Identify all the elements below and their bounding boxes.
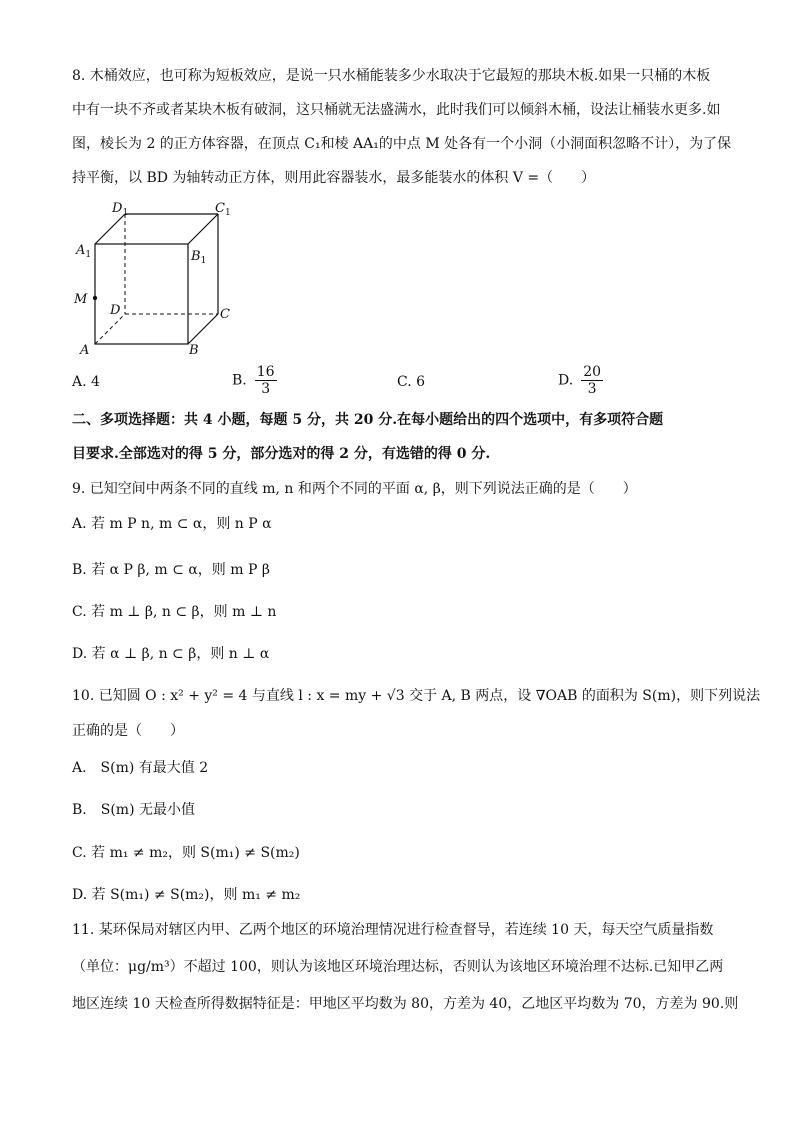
q10-option-a: A. S(m) 有最大值 2 xyxy=(72,760,209,776)
q9-option-b: B. 若 α P β, m ⊂ α，则 m P β xyxy=(72,562,270,578)
q9-option-a: A. 若 m P n, m ⊂ α，则 n P α xyxy=(72,516,272,532)
q9-option-d: D. 若 α ⊥ β, n ⊂ β，则 n ⊥ α xyxy=(72,646,270,662)
label-a1: $A_1$ xyxy=(76,243,92,260)
label-m: M xyxy=(74,292,88,307)
q8-option-b-fraction xyxy=(255,364,277,397)
fraction-numerator: 20 xyxy=(583,364,602,380)
q8-line-3: 图，棱长为 2 的正方体容器，在顶点 C₁和棱 AA₁的中点 M 处各有一个小洞（小洞面积忽略不计），为了保 xyxy=(72,136,732,152)
section-2-heading-line-1: 二、多项选择题：共 4 小题，每题 5 分，共 20 分.在每小题给出的四个选项中，有多项符合题 xyxy=(72,412,664,428)
fraction-denominator: 3 xyxy=(587,381,597,397)
label-d: D xyxy=(110,303,121,318)
q8-line-2: 中有一块不齐或者某块木板有破洞，这只桶就无法盛满水，此时我们可以倾斜木桶，设法让桶装水更多.如 xyxy=(72,102,721,118)
q10-stem-line-1: 10. 已知圆 O : x² + y² = 4 与直线 l : x = my + √3 交于 A, B 两点，设 ∇OAB 的面积为 S(m)，则下列说法 xyxy=(72,688,761,704)
q8-option-d xyxy=(558,364,603,397)
q11-line-3: 地区连续 10 天检查所得数据特征是：甲地区平均数为 80，方差为 40，乙地区平均数为 70，方差为 90.则 xyxy=(72,996,739,1012)
edge-ad xyxy=(95,314,125,344)
point-m xyxy=(93,296,97,300)
q8-option-b-prefix: B. xyxy=(232,372,247,389)
q8-line-1: 8. 木桶效应，也可称为短板效应，是说一只水桶能装多少水取决于它最短的那块木板.如果一只桶的木板 xyxy=(72,68,711,84)
fraction-numerator: 16 xyxy=(256,364,275,380)
edge-bc xyxy=(188,314,218,344)
q8-option-b xyxy=(232,364,277,397)
section-2-heading-line-2: 目要求.全部选对的得 5 分，部分选对的得 2 分，有选错的得 0 分. xyxy=(72,446,491,462)
q8-option-a: A. 4 xyxy=(72,374,100,390)
q9-option-c: C. 若 m ⊥ β, n ⊂ β，则 m ⊥ n xyxy=(72,604,277,620)
q11-line-1: 11. 某环保局对辖区内甲、乙两个地区的环境治理情况进行检查督导，若连续 10 天，每天空气质量指数 xyxy=(72,922,714,938)
q10-option-d: D. 若 S(m₁) ≠ S(m₂)，则 m₁ ≠ m₂ xyxy=(72,887,301,903)
q10-stem-line-2: 正确的是（ ） xyxy=(72,723,184,739)
label-d1: $D_1$ xyxy=(112,201,129,218)
label-a: A xyxy=(80,343,90,358)
front-face xyxy=(95,244,188,344)
label-c1: $C_1$ xyxy=(215,201,231,218)
label-b: B xyxy=(189,343,199,358)
label-c: C xyxy=(220,307,230,322)
edge-a1d1 xyxy=(95,214,125,244)
q8-option-c: C. 6 xyxy=(397,374,426,390)
cube-figure xyxy=(70,196,250,366)
q9-stem: 9. 已知空间中两条不同的直线 m, n 和两个不同的平面 α, β，则下列说法正确的是（ ） xyxy=(72,481,637,497)
fraction-denominator: 3 xyxy=(261,381,271,397)
q10-option-b: B. S(m) 无最小值 xyxy=(72,802,195,818)
edge-b1c1 xyxy=(188,214,218,244)
q8-option-d-prefix: D. xyxy=(558,372,574,389)
q8-option-d-fraction xyxy=(581,364,603,397)
q11-line-2: （单位：μg/m³）不超过 100，则认为该地区环境治理达标，否则认为该地区环境治理不达标.已知甲乙两 xyxy=(72,959,724,975)
q8-line-4: 持平衡，以 BD 为轴转动正方体，则用此容器装水，最多能装水的体积 V =（ ） xyxy=(72,170,596,186)
q10-option-c: C. 若 m₁ ≠ m₂，则 S(m₁) ≠ S(m₂) xyxy=(72,845,300,861)
label-b1: $B_1$ xyxy=(191,249,207,266)
